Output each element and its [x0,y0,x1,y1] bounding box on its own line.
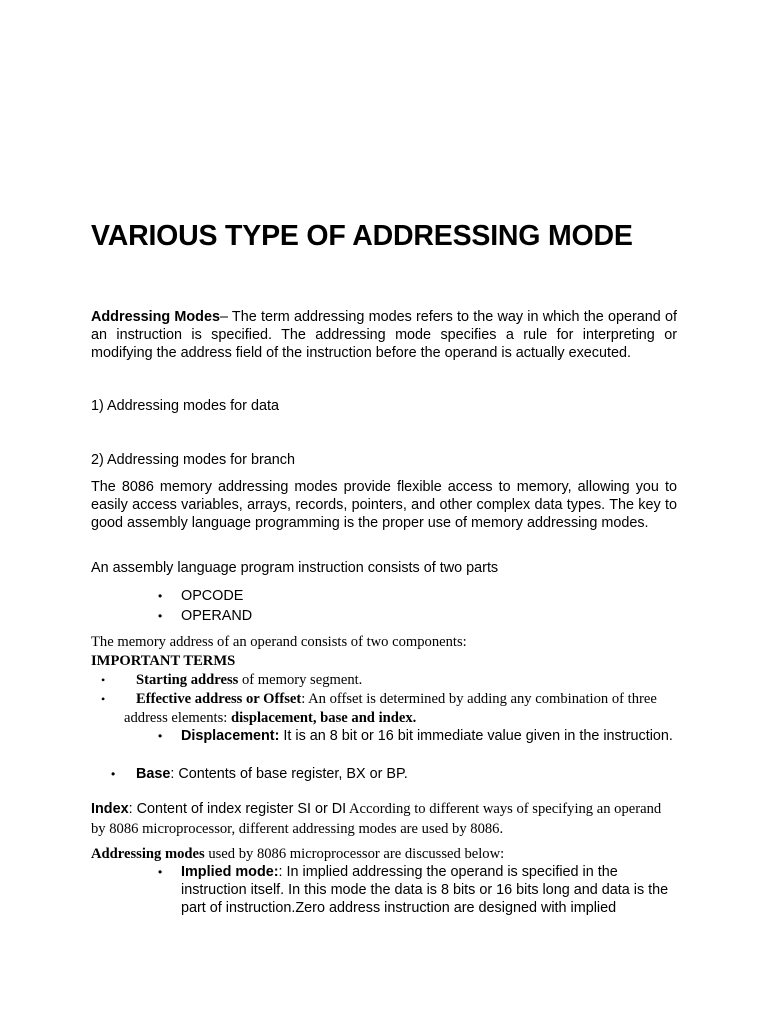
list-item [91,607,677,627]
index-paragraph [91,799,677,839]
addressing-modes-term: Addressing modes [91,846,205,862]
starting-address-item [91,671,677,690]
implied-mode-term: Implied mode: [181,864,279,880]
bullet-icon: • [158,729,163,743]
bullet-icon: • [101,692,106,706]
addressing-modes-text: used by 8086 microprocessor are discussed below: [204,846,505,862]
list-item-label: OPCODE [181,588,244,604]
base-term: Base [136,766,171,782]
effective-address-term: Effective address or Offset [136,691,302,707]
implied-mode-text: : In implied addressing the operand is specified in the instruction itself. In this mode the data is 8 bits or 16 bits long and data is the part of instruction.Zero address instruction are designed with implied [181,864,669,916]
starting-address-text: of memory segment. [238,672,363,688]
implied-mode-item [91,863,677,917]
modes-branch-line: 2) Addressing modes for branch [91,452,295,468]
index-term: Index [91,801,129,817]
memory-address-lead: The memory address of an operand consists of two components: [91,634,467,650]
bullet-icon: • [158,609,163,623]
starting-address-term: Starting address [136,672,239,688]
intro-paragraph [91,308,677,362]
bullet-icon: • [158,865,163,879]
para-8086: The 8086 memory addressing modes provide flexible access to memory, allowing you to easily access variables, arrays, records, pointers, and other complex data types. The key to good assembly language programming is the proper use of memory addressing modes. [91,479,677,531]
displacement-term: Displacement: [181,728,280,744]
displacement-text: It is an 8 bit or 16 bit immediate value given in the instruction. [279,728,673,744]
bullet-icon: • [111,767,116,781]
bullet-icon: • [158,589,163,603]
index-text-serif: According to different ways of specifying an operand by 8086 microprocessor, different addressing modes are used by 8086. [91,801,662,837]
addressing-modes-used-line [91,845,677,864]
effective-address-text: : An offset is determined by adding any combination of three address elements: [124,691,657,726]
list-item [91,587,677,607]
list-item-label: OPERAND [181,608,253,624]
intro-text: – The term addressing modes refers to the way in which the operand of an instruction is specified. The addressing mode specifies a rule for interpreting or modifying the address field of the instruction before the operand is actually executed. [91,309,677,361]
modes-data-line: 1) Addressing modes for data [91,398,279,414]
base-text: : Contents of base register, BX or BP. [170,766,408,782]
index-text-sans: : Content of index register SI or DI [128,801,347,817]
effective-address-item [91,690,677,728]
instruction-parts-lead: An assembly language program instruction consists of two parts [91,560,499,576]
base-item [91,765,677,783]
intro-term: Addressing Modes [91,309,220,325]
important-terms-heading: IMPORTANT TERMS [91,653,236,669]
instruction-parts-list [91,587,677,627]
displacement-item [91,727,677,745]
effective-address-elements: displacement, base and index. [231,710,417,726]
page-title: VARIOUS TYPE OF ADDRESSING MODE [91,220,633,252]
bullet-icon: • [101,673,106,687]
